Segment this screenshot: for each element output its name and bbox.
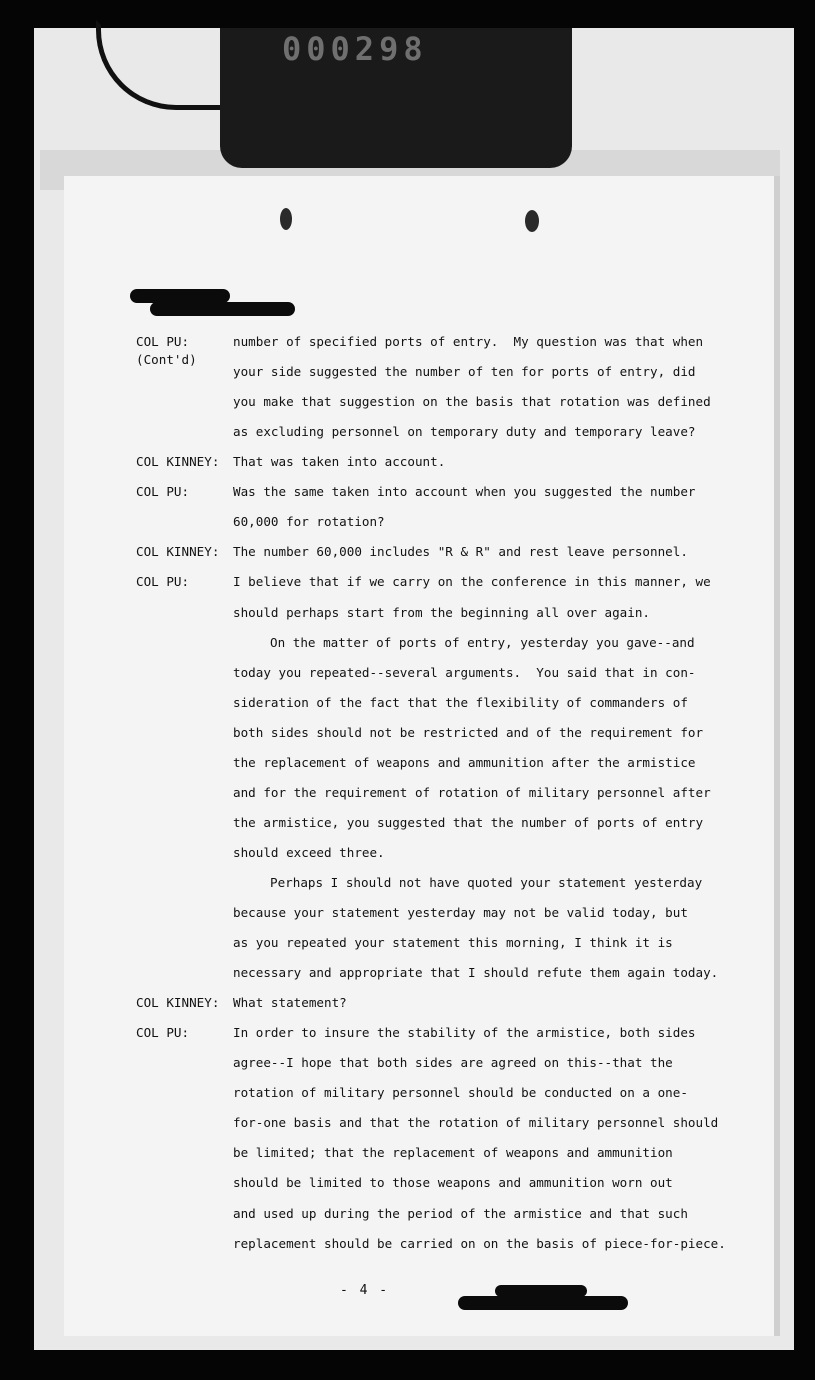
line-text: On the matter of ports of entry, yesterday you gave--and <box>270 634 695 650</box>
line-text: number of specified ports of entry. My question was that when <box>233 334 704 349</box>
transcript-line <box>0 868 815 898</box>
transcript-line <box>0 507 815 537</box>
transcript-line <box>0 658 815 688</box>
transcript-line <box>0 718 815 748</box>
transcript-line <box>0 537 815 567</box>
redaction-bar-top-second <box>150 302 295 316</box>
speaker-label: COL PU: <box>136 484 190 500</box>
line-text: What statement? <box>233 995 347 1011</box>
line-text: as excluding personnel on temporary duty and temporary leave? <box>233 424 696 440</box>
transcript-line <box>0 1199 815 1229</box>
speaker-label: COL KINNEY: <box>136 995 220 1011</box>
line-text: be limited; that the replacement of weapons and ammunition <box>233 1145 673 1161</box>
transcript-line <box>0 447 815 477</box>
line-text: should perhaps start from the beginning all over again. <box>233 604 651 620</box>
transcript-line <box>0 628 815 658</box>
line-text: you make that suggestion on the basis that rotation was defined <box>233 394 711 410</box>
line-text: rotation of military personnel should be conducted on a one- <box>233 1085 688 1101</box>
line-text: That was taken into account. <box>233 454 446 470</box>
transcript-line <box>0 1018 815 1048</box>
transcript-line <box>0 778 815 808</box>
transcript-line <box>0 357 815 387</box>
line-text: as you repeated your statement this morning, I think it is <box>233 935 673 950</box>
transcript-line <box>0 748 815 778</box>
line-text: both sides should not be restricted and of the requirement for <box>233 724 704 740</box>
line-text: In order to insure the stability of the armistice, both sides <box>233 1025 696 1041</box>
transcript-line <box>0 1078 815 1108</box>
frame-counter-digits: 000298 <box>282 30 428 68</box>
transcript-line <box>0 958 815 988</box>
speaker-label: COL PU: <box>136 1025 190 1041</box>
punch-hole-right <box>525 210 539 232</box>
line-text: 60,000 for rotation? <box>233 514 385 530</box>
transcript-line <box>0 1168 815 1198</box>
line-text: your side suggested the number of ten for ports of entry, did <box>233 364 696 380</box>
line-text: for-one basis and that the rotation of military personnel should <box>233 1115 719 1131</box>
line-text: because your statement yesterday may not be valid today, but <box>233 905 688 920</box>
transcript-line <box>0 327 815 357</box>
redaction-bar-bottom-second <box>458 1296 628 1310</box>
line-text: Perhaps I should not have quoted your statement yesterday <box>270 874 703 890</box>
redaction-bar-top <box>130 289 230 303</box>
line-text: necessary and appropriate that I should refute them again today. <box>233 965 719 981</box>
speaker-label: COL PU: <box>136 574 190 590</box>
line-text: The number 60,000 includes "R & R" and rest leave personnel. <box>233 544 688 560</box>
transcript-line <box>0 838 815 868</box>
page-number: - 4 - <box>340 1283 390 1298</box>
continued-label: (Cont'd) <box>136 352 197 367</box>
transcript-line <box>0 808 815 838</box>
line-text: Was the same taken into account when you suggested the number <box>233 484 696 500</box>
line-text: and for the requirement of rotation of military personnel after <box>233 784 711 800</box>
line-text: should be limited to those weapons and ammunition worn out <box>233 1175 673 1191</box>
transcript-line <box>0 688 815 718</box>
speaker-label: COL PU: <box>136 334 190 349</box>
line-text: the replacement of weapons and ammunition after the armistice <box>233 754 696 770</box>
punch-hole-left <box>280 208 292 230</box>
transcript-line <box>0 1048 815 1078</box>
transcript-line <box>0 1138 815 1168</box>
line-text: and used up during the period of the armistice and that such <box>233 1205 688 1221</box>
transcript-line <box>0 988 815 1018</box>
line-text: sideration of the fact that the flexibility of commanders of <box>233 694 688 710</box>
line-text: should exceed three. <box>233 844 385 860</box>
line-text: agree--I hope that both sides are agreed on this--that the <box>233 1055 673 1071</box>
line-text: replacement should be carried on on the basis of piece-for-piece. <box>233 1235 726 1251</box>
speaker-label: COL KINNEY: <box>136 544 220 560</box>
transcript-line <box>0 1108 815 1138</box>
transcript-line <box>0 387 815 417</box>
transcript-line <box>0 477 815 507</box>
transcript-line <box>0 928 815 958</box>
line-text: the armistice, you suggested that the number of ports of entry <box>233 814 704 830</box>
transcript-line <box>0 1229 815 1259</box>
line-text: I believe that if we carry on the conference in this manner, we <box>233 574 711 590</box>
speaker-label: COL KINNEY: <box>136 454 220 470</box>
line-text: today you repeated--several arguments. You said that in con- <box>233 664 696 680</box>
transcript-line <box>0 567 815 597</box>
transcript-line <box>0 898 815 928</box>
transcript-line <box>0 417 815 447</box>
transcript-line <box>0 598 815 628</box>
